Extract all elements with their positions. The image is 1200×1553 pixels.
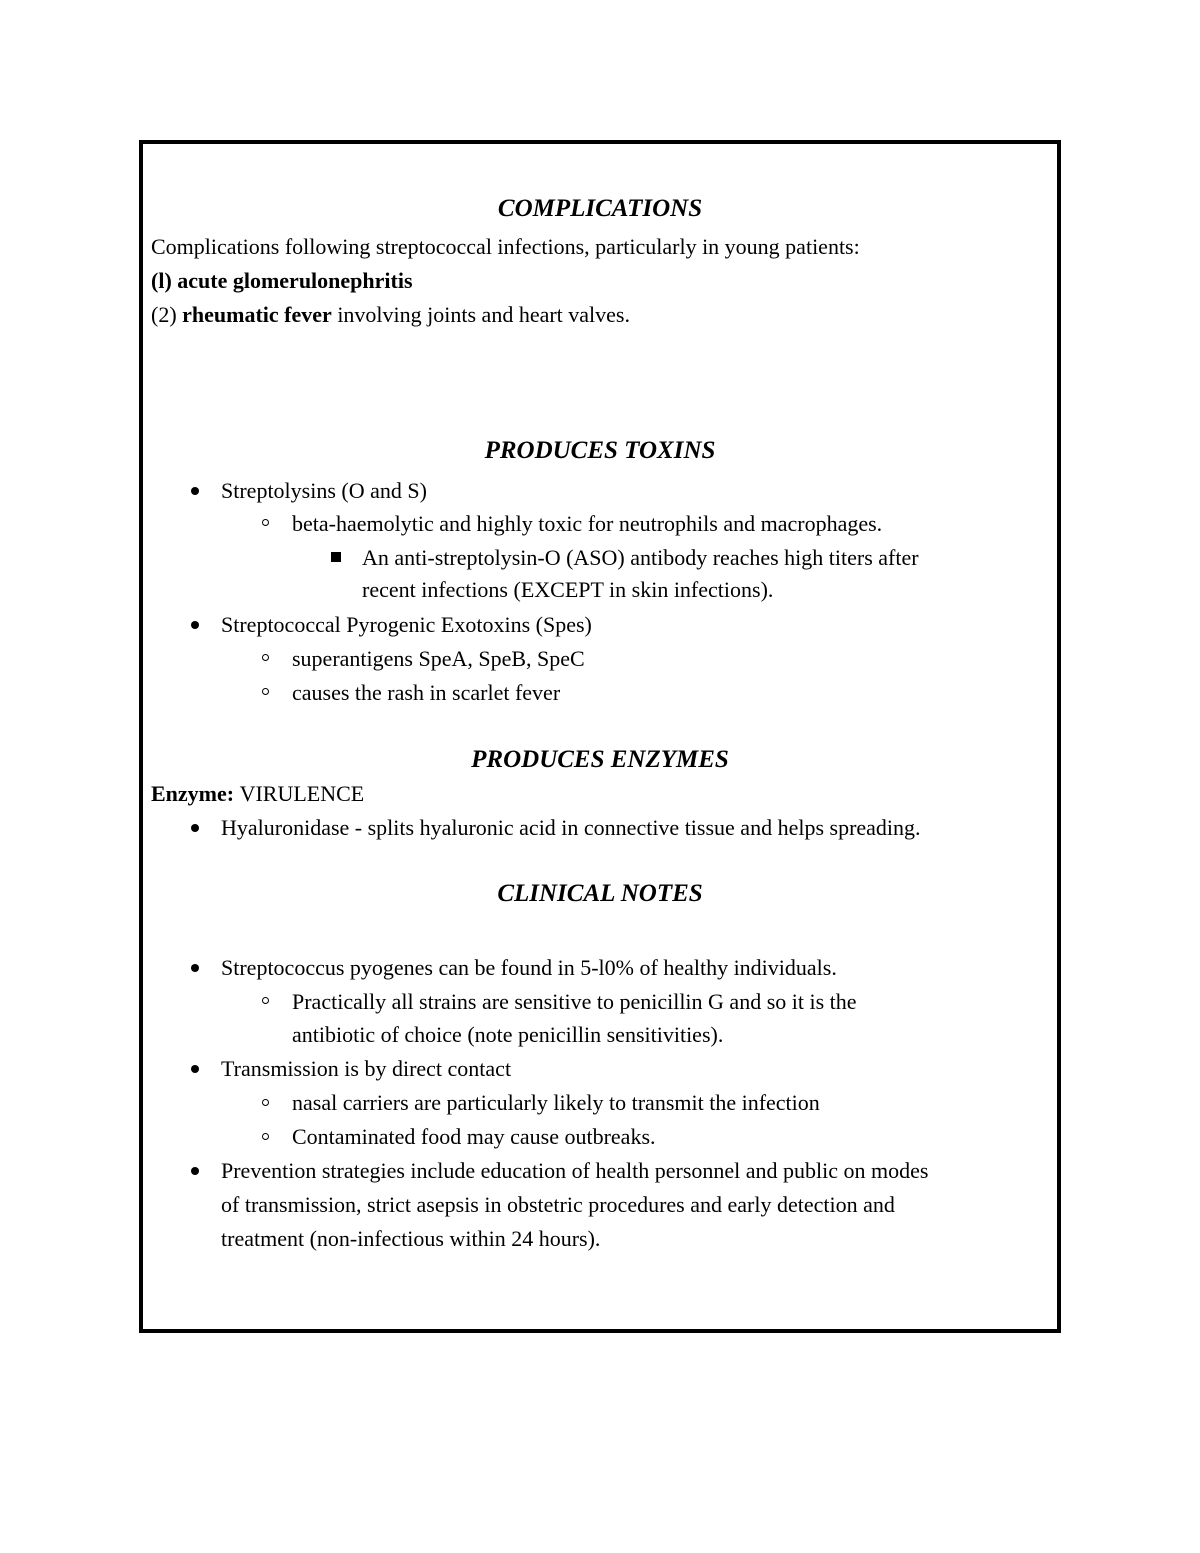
clinical-bullet-3-line-1: Prevention strategies include education of health personnel and public on modes — [221, 1158, 929, 1183]
enzymes-label — [151, 781, 364, 807]
complication-item-2-rest: involving joints and heart valves. — [331, 302, 630, 327]
clinical-heading: CLINICAL NOTES — [497, 880, 703, 907]
complications-heading: COMPLICATIONS — [497, 195, 703, 222]
content-box — [139, 140, 1061, 1333]
bullet-dot-icon — [191, 621, 199, 629]
clinical-bullet-3-line-2: of transmission, strict asepsis in obstetric procedures and early detection and — [221, 1192, 895, 1217]
bullet-square-icon — [331, 552, 341, 562]
toxins-bullet-1-sub-1: beta-haemolytic and highly toxic for neutrophils and macrophages. — [292, 511, 883, 536]
complication-item-2 — [151, 302, 630, 328]
bullet-dot-icon — [191, 964, 199, 972]
bullet-dot-icon — [191, 1167, 199, 1175]
clinical-bullet-2: Transmission is by direct contact — [221, 1056, 512, 1081]
complication-item-2-prefix: (2) — [151, 302, 183, 327]
complication-item-1-text: (l) acute glomerulonephritis — [151, 268, 413, 293]
toxins-bullet-2: Streptococcal Pyrogenic Exotoxins (Spes) — [221, 612, 592, 637]
toxins-bullet-1: Streptolysins (O and S) — [221, 478, 427, 503]
enzymes-label-rest: VIRULENCE — [239, 781, 365, 806]
clinical-bullet-3-line-3: treatment (non-infectious within 24 hours). — [221, 1226, 601, 1251]
complication-item-1 — [151, 268, 413, 294]
enzymes-heading: PRODUCES ENZYMES — [471, 746, 729, 773]
bullet-circle-icon — [262, 1133, 269, 1140]
clinical-bullet-2-sub-2: Contaminated food may cause outbreaks. — [292, 1124, 656, 1149]
bullet-circle-icon — [262, 654, 269, 661]
toxins-bullet-2-sub-2: causes the rash in scarlet fever — [292, 680, 561, 705]
enzymes-bullet-1: Hyaluronidase - splits hyaluronic acid in connective tissue and helps spreading. — [221, 815, 921, 840]
complications-intro: Complications following streptococcal infections, particularly in young patients: — [151, 234, 860, 259]
toxins-square-line-1: An anti-streptolysin-O (ASO) antibody reaches high titers after — [362, 545, 919, 570]
bullet-dot-icon — [191, 1065, 199, 1073]
bullet-dot-icon — [191, 487, 199, 495]
bullet-circle-icon — [262, 688, 269, 695]
clinical-bullet-1-sub-line-1: Practically all strains are sensitive to penicillin G and so it is the — [292, 989, 857, 1014]
bullet-circle-icon — [262, 997, 269, 1004]
toxins-bullet-2-sub-1: superantigens SpeA, SpeB, SpeC — [292, 646, 585, 671]
clinical-bullet-2-sub-1: nasal carriers are particularly likely to transmit the infection — [292, 1090, 820, 1115]
toxins-square-line-2: recent infections (EXCEPT in skin infections). — [362, 577, 774, 602]
enzymes-label-bold: Enzyme: — [151, 781, 240, 806]
clinical-bullet-1-sub-line-2: antibiotic of choice (note penicillin sensitivities). — [292, 1022, 724, 1047]
complication-item-2-bold: rheumatic fever — [182, 302, 332, 327]
bullet-circle-icon — [262, 519, 269, 526]
toxins-heading: PRODUCES TOXINS — [484, 437, 716, 464]
bullet-dot-icon — [191, 824, 199, 832]
bullet-circle-icon — [262, 1099, 269, 1106]
clinical-bullet-1: Streptococcus pyogenes can be found in 5-l0% of healthy individuals. — [221, 955, 837, 980]
